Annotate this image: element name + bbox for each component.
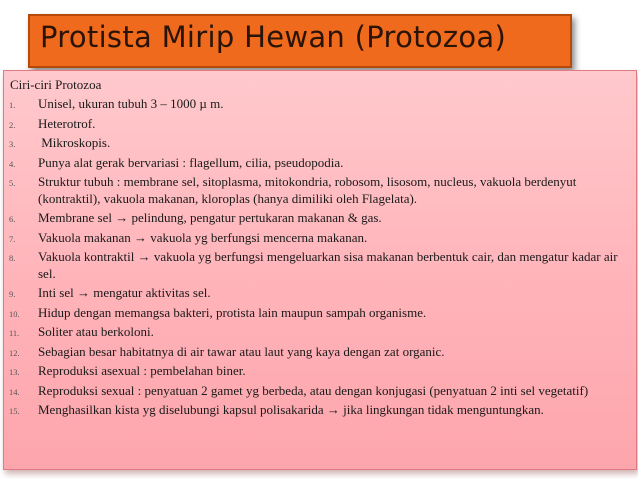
list-item (4, 324, 634, 341)
item-text: Inti sel → mengatur aktivitas sel. (38, 285, 211, 300)
item-number: 7. (9, 233, 16, 244)
list-item (4, 210, 634, 227)
list-item (4, 285, 634, 302)
item-text: Reproduksi asexual : pembelahan biner. (38, 363, 246, 378)
item-text: Hidup dengan memangsa bakteri, protista lain maupun sampah organisme. (38, 304, 427, 320)
list-item (4, 402, 634, 419)
item-text: Mikroskopis. (38, 135, 111, 150)
item-number: 5. (9, 178, 16, 188)
item-number: 3. (9, 139, 16, 149)
list-item (4, 116, 634, 133)
list-heading: Ciri-ciri Protozoa (10, 77, 102, 92)
item-number: 15. (9, 406, 20, 416)
item-number: 10. (9, 308, 20, 319)
characteristics-list (4, 96, 634, 419)
item-text: Unisel, ukuran tubuh 3 – 1000 µ m. (38, 96, 224, 111)
list-item (4, 155, 634, 172)
item-number: 2. (9, 119, 16, 130)
item-text: Vakuola makanan → vakuola yg berfungsi mencerna makanan. (38, 229, 368, 245)
item-text: Soliter atau berkoloni. (38, 324, 154, 339)
item-number: 12. (9, 347, 20, 358)
item-text: Sebagian besar habitatnya di air tawar atau laut yang kaya dengan zat organic. (38, 343, 445, 359)
item-number: 8. (9, 253, 16, 263)
item-text: Reproduksi sexual : penyatuan 2 gamet yg berbeda, atau dengan konjugasi (penyatuan 2 inti sel vegetatif) (38, 382, 589, 398)
item-text: Struktur tubuh : membrane sel, sitoplasma, mitokondria, robosom, lisosom, nucleus, vakuola berdenyut (kontraktil), vakuola makanan, kloroplas (hanya dimiliki oleh Flagelata). (38, 174, 577, 206)
list-item (4, 249, 634, 282)
item-number: 4. (9, 158, 16, 169)
content-panel (3, 70, 637, 470)
list-item (4, 305, 634, 322)
item-text: Membrane sel → pelindung, pengatur pertukaran makanan & gas. (38, 210, 382, 225)
slide-title: Protista Mirip Hewan (Protozoa) (40, 20, 507, 54)
list-item (4, 383, 634, 400)
item-text: Punya alat gerak bervariasi : flagellum, cilia, pseudopodia. (38, 154, 344, 170)
item-number: 1. (9, 100, 16, 110)
list-item (4, 135, 634, 152)
list-item (4, 230, 634, 247)
item-number: 14. (9, 386, 20, 397)
item-text: Menghasilkan kista yg diselubungi kapsul polisakarida → jika lingkungan tidak menguntungkan. (38, 402, 544, 417)
title-bar (28, 14, 572, 68)
item-text: Heterotrof. (38, 115, 96, 131)
item-number: 6. (9, 214, 16, 224)
list-item (4, 96, 634, 113)
list-item (4, 363, 634, 380)
item-number: 13. (9, 367, 20, 377)
item-number: 11. (9, 328, 20, 338)
list-item (4, 174, 634, 207)
list-item (4, 344, 634, 361)
item-text: Vakuola kontraktil → vakuola yg berfungsi mengeluarkan sisa makanan berbentuk cair, dan mengatur kadar air sel. (38, 249, 618, 281)
item-number: 9. (9, 289, 16, 299)
